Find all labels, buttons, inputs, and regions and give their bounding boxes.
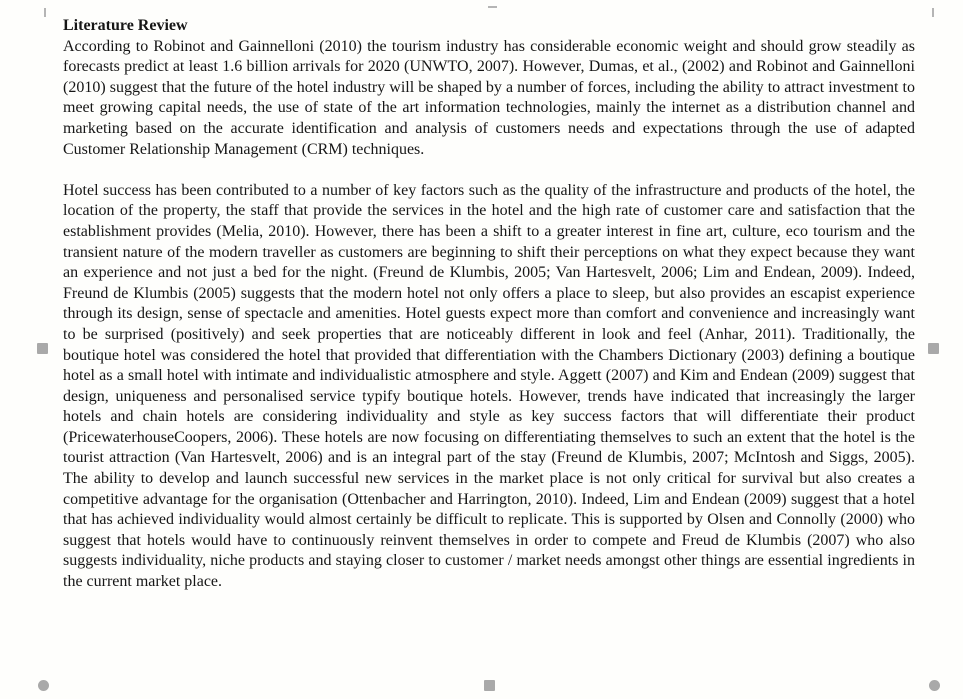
crop-handle-bottom-center[interactable] — [484, 680, 495, 691]
crop-handle-middle-left[interactable] — [37, 343, 48, 354]
crop-handle-top-right[interactable] — [932, 8, 934, 17]
section-heading: Literature Review — [63, 17, 188, 34]
document-body — [63, 16, 915, 593]
paragraph-spacer — [63, 160, 915, 181]
paragraph-1: According to Robinot and Gainnelloni (2010) the tourism industry has considerable economic weight and should grow steadily as forecasts predict at least 1.6 billion arrivals for 2020 (UNWTO, 2007). However, Dumas, et al., (2002) and Robinot and Gainnelloni (2010) suggest that the future of the hotel industry will be shaped by a number of forces, including the ability to attract investment to meet growing capital needs, the use of state of the art information technologies, mainly the internet as a distribution channel and marketing based on the accurate identification and analysis of customers needs and expectations through the use of adapted Customer Relationship Management (CRM) techniques. — [63, 37, 915, 158]
crop-handle-bottom-right[interactable] — [929, 680, 940, 691]
crop-handle-middle-right[interactable] — [928, 343, 939, 354]
paragraph-2: Hotel success has been contributed to a number of key factors such as the quality of the infrastructure and products of the hotel, the location of the property, the staff that provide the services in the hotel and the high rate of customer care and satisfaction that the establishment provides (Melia, 2010). However, there has been a shift to a greater interest in fine art, culture, eco tourism and the transient nature of the modern traveller as customers are beginning to shift their perceptions on what they expect because they want an experience and not just a bed for the night. (Freund de Klumbis, 2005; Van Hartesvelt, 2006; Lim and Endean, 2009). Indeed, Freund de Klumbis (2005) suggests that the modern hotel not only offers a place to sleep, but also provides an escapist experience through its design, sense of spectacle and amenities. Hotel guests expect more than comfort and convenience and increasingly want to be surprised (positively) and seek properties that are noticeably different in look and feel (Anhar, 2011). Traditionally, the boutique hotel was considered the hotel that provided that differentiation with the Chambers Dictionary (2003) defining a boutique hotel as a small hotel with intimate and individualistic atmosphere and style. Aggett (2007) and Kim and Endean (2009) suggest that design, uniqueness and personalised service typify boutique hotels. However, trends have indicated that increasingly the larger hotels and chain hotels are considering individuality and style as key success factors that will differentiate their product (PricewaterhouseCoopers, 2006). These hotels are now focusing on differentiating themselves to such an extent that the hotel is the tourist attraction (Van Hartesvelt, 2006) and is an integral part of the stay (Freund de Klumbis, 2007; McIntosh and Siggs, 2005). The ability to develop and launch successful new services in the market place is not only critical for survival but also creates a competitive advantage for the organisation (Ottenbacher and Harrington, 2010). Indeed, Lim and Endean (2009) suggest that a hotel that has achieved individuality would almost certainly be difficult to replicate. This is supported by Olsen and Connolly (2000) who suggest that hotels would have to continuously reinvent themselves in order to compete and Freud de Klumbis (2007) who also suggests individuality, niche products and staying closer to customer / market needs amongst other things are essential ingredients in the current market place. — [63, 181, 915, 591]
crop-handle-top-left[interactable] — [44, 8, 46, 17]
crop-handle-bottom-left[interactable] — [38, 680, 49, 691]
crop-handle-top-center[interactable] — [488, 6, 497, 8]
